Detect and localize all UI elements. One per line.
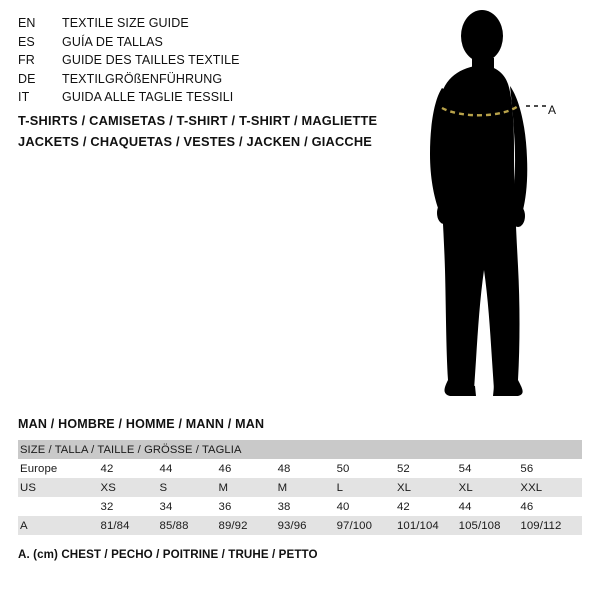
cell: 81/84 xyxy=(100,519,130,532)
cell: 40 xyxy=(336,500,350,513)
cell: XL xyxy=(396,481,412,494)
cell: 50 xyxy=(336,462,350,475)
language-code: ES xyxy=(18,34,35,49)
cell: 109/112 xyxy=(520,519,562,532)
category-jackets: JACKETS / CHAQUETAS / VESTES / JACKEN / GIACCHE xyxy=(18,134,373,149)
table-row xyxy=(18,497,582,516)
language-code: DE xyxy=(18,71,36,86)
language-text: GUIDE DES TAILLES TEXTILE xyxy=(62,53,240,67)
language-text: GUÍA DE TALLAS xyxy=(62,34,163,49)
category-tshirts: T-SHIRTS / CAMISETAS / T-SHIRT / T-SHIRT / MAGLIETTE xyxy=(18,113,378,128)
cell: 52 xyxy=(396,462,410,475)
row-label: A xyxy=(20,519,28,532)
cell: 89/92 xyxy=(218,519,248,532)
language-text: GUIDA ALLE TAGLIE TESSILI xyxy=(62,90,234,104)
man-silhouette-figure xyxy=(398,8,598,408)
size-table xyxy=(18,440,582,535)
cell: 97/100 xyxy=(336,519,373,532)
row-label: US xyxy=(20,481,37,494)
cell: 56 xyxy=(520,462,534,475)
table-header-cell: SIZE / TALLA / TAILLE / GRÖSSE / TAGLIA xyxy=(20,443,242,456)
cell: XL xyxy=(458,481,473,494)
language-guide-block xyxy=(18,14,378,107)
language-row xyxy=(18,70,378,89)
language-text: TEXTILGRÖßENFÜHRUNG xyxy=(62,71,223,86)
row-label xyxy=(18,497,101,516)
language-code: EN xyxy=(18,16,36,30)
cell: 54 xyxy=(458,462,472,475)
table-row xyxy=(18,478,582,497)
language-text: TEXTILE SIZE GUIDE xyxy=(62,16,189,30)
cell: 101/104 xyxy=(396,519,439,532)
language-code: IT xyxy=(18,90,30,104)
row-label: Europe xyxy=(20,462,58,475)
cell: 32 xyxy=(100,500,114,513)
cell: 38 xyxy=(277,500,291,513)
table-row xyxy=(18,516,582,535)
table-row xyxy=(18,459,582,478)
cell: 48 xyxy=(277,462,291,475)
table-title: MAN / HOMBRE / HOMME / MANN / MAN xyxy=(18,417,265,431)
cell: 44 xyxy=(458,500,472,513)
cell: S xyxy=(159,481,168,494)
cell: 42 xyxy=(396,500,410,513)
cell: 36 xyxy=(218,500,232,513)
cell: 93/96 xyxy=(277,519,307,532)
category-block xyxy=(18,110,398,152)
cell: 105/108 xyxy=(458,519,501,532)
cell: L xyxy=(336,481,344,494)
cell: 34 xyxy=(159,500,173,513)
cell: M xyxy=(218,481,229,494)
language-row xyxy=(18,51,378,70)
table-footnote: A. (cm) CHEST / PECHO / POITRINE / TRUHE / PETTO xyxy=(18,548,318,561)
language-code: FR xyxy=(18,53,35,67)
cell: XXL xyxy=(520,481,543,494)
cell: 44 xyxy=(159,462,173,475)
language-row xyxy=(18,33,378,52)
cell: 42 xyxy=(100,462,114,475)
silhouette-icon xyxy=(398,8,598,408)
table-header-row xyxy=(18,440,582,459)
language-row xyxy=(18,88,378,107)
chest-measure-label: A xyxy=(548,103,557,117)
cell: M xyxy=(277,481,288,494)
cell: 46 xyxy=(520,500,534,513)
language-row xyxy=(18,14,378,33)
cell: 46 xyxy=(218,462,232,475)
cell: XS xyxy=(100,481,116,494)
cell: 85/88 xyxy=(159,519,189,532)
